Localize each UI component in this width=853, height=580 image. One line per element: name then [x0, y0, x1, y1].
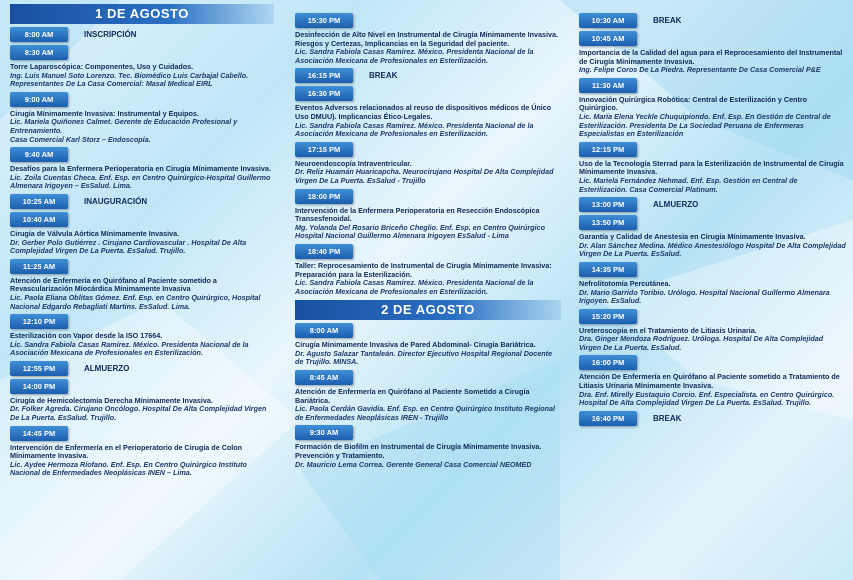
- session-entry: [579, 233, 847, 259]
- session-title: Cirugía de Válvula Aórtica Mínimamente Invasiva.: [10, 228, 180, 238]
- session-speaker: Lic. Zoila Cuentas Checa. Enf. Esp. en Centro Quirúrgico-Hospital Guillermo Almenara Irigoyen – EsSalud. Lima.: [10, 172, 271, 191]
- session-entry: [295, 207, 561, 241]
- session-title: Desinfección de Alto Nivel en Instrumental de Cirugía Mínimamente Invasiva. Riesgos y Certezas, Implicancias en la Seguridad del paciente.: [295, 30, 558, 48]
- session-speaker: Dr. Mauricio Lema Correa. Gerente General Casa Comercial NEOMED: [295, 459, 532, 469]
- banner-edge: [295, 0, 561, 10]
- session-entry: [10, 165, 274, 191]
- session-title: Taller: Reprocesamiento de Instrumental de Cirugía Mínimamente Invasiva: Preparación para la Esterilización.: [295, 260, 552, 279]
- time-badge: 8:00 AM: [295, 323, 353, 338]
- time-badge: 15:20 PM: [579, 309, 637, 324]
- session-speaker: Dr. Agusto Salazar Tantaleán. Director Ejecutivo Hospital Regional Docente de Trujillo. MINSA.: [295, 348, 553, 367]
- session-title: Nefrolitotomía Percutánea.: [579, 278, 671, 288]
- time-badge: 17:15 PM: [295, 142, 353, 157]
- session-speaker: Lic. Mariela Fernández Nehmad. Enf. Esp. Gestión en Central de Esterilización. Casa Comercial Platinum.: [579, 175, 798, 194]
- session-speaker: Ing. Felipe Coros De La Piedra. Representante De Casa Comercial P&E: [579, 65, 821, 75]
- session-label-break: BREAK: [653, 413, 682, 423]
- session-speaker: Lic. María Elena Yeckle Chuquipiondo. Enf. Esp. En Gestión de Central de Esterilización. Presidenta De La Sociedad Peruana de Enfermeras Especialistas en Esterilización: [579, 111, 831, 139]
- session-speaker: Lic. Aydee Hermoza Riofano. Enf. Esp. En Centro Quirúrgico Instituto Nacional de Enfermedades Neoplásicas INEN – Lima.: [10, 459, 247, 478]
- time-badge: 8:30 AM: [10, 45, 68, 60]
- banner-edge: [579, 0, 847, 10]
- time-badge: 8:45 AM: [295, 370, 353, 385]
- time-badge: 13:00 PM: [579, 197, 637, 212]
- session-title: Uso de la Tecnología Sterrad para la Esterilización de Instrumental de Cirugía Mínimamente Invasiva.: [579, 158, 844, 177]
- session-entry: [295, 160, 561, 186]
- session-speaker: Dr. Folker Agreda. Cirujano Oncólogo. Hospital De Alta Complejidad Virgen De La Puerta. EsSalud. Trujillo.: [10, 404, 267, 423]
- session-entry: [10, 444, 274, 478]
- session-title: Neuroendoscopía Intraventricular.: [295, 158, 412, 168]
- session-title: Atención de Enfermería en Quirófano al Paciente Sometido a Cirugía Bariátrica.: [295, 387, 530, 405]
- session-speaker: Lic. Sandra Fabiola Casas Ramírez. México. Presidenta Nacional de la Asociación Mexicana de Profesionales en Esterilización.: [10, 339, 249, 358]
- session-entry: [10, 332, 274, 358]
- session-speaker: Mg. Yolanda Del Rosario Briceño Cheglio. Enf. Esp. en Centro Quirúrgico Hospital Nacional Guillermo Almenara Irigoyen EsSalud - Lima: [295, 222, 545, 241]
- session-speaker: Lic. Sandra Fabiola Casas Ramírez. México. Presidenta Nacional de la Asociación Mexicana de Profesionales en Esterilización.: [295, 47, 534, 65]
- time-badge: 10:30 AM: [579, 13, 637, 28]
- session-speaker: Dra. Ginger Mendoza Rodríguez. Uróloga. Hospital De Alta Complejidad Virgen De La Puerta. EsSalud.: [579, 334, 824, 352]
- session-label-almuerzo: ALMUERZO: [84, 363, 130, 373]
- session-extra: Casa Comercial Karl Storz – Endoscopía.: [10, 134, 151, 144]
- time-badge: 8:00 AM: [10, 27, 68, 42]
- session-title: Importancia de la Calidad del agua para el Reprocesamiento del Instrumental de Cirugía Mínimamente Invasiva.: [579, 48, 843, 66]
- session-speaker: Lic. Sandra Fabiola Casas Ramírez. México. Presidenta Nacional de la Asociación Mexicana de Profesionales en Esterilización.: [295, 120, 534, 139]
- session-entry: [295, 388, 561, 422]
- session-title: Cirugía Mínimamente Invasiva de Pared Abdominal- Cirugía Bariátrica.: [295, 340, 536, 350]
- day-banner-1: 1 DE AGOSTO: [10, 4, 274, 24]
- session-entry: [10, 277, 274, 311]
- session-title: Formación de Biofilm en Instrumental de Cirugía Mínimamente Invasiva. Prevención y Tratamiento.: [295, 442, 542, 461]
- time-badge: 9:00 AM: [10, 92, 68, 107]
- time-badge: 12:55 PM: [10, 361, 68, 376]
- time-badge: 18:00 PM: [295, 189, 353, 204]
- session-speaker: Lic. Mariela Quiñones Calmet. Gerente de Educación Profesional y Entrenamiento.: [10, 117, 238, 135]
- day2-column: [573, 0, 853, 580]
- time-badge: 12:10 PM: [10, 314, 68, 329]
- day1-column: [0, 0, 282, 580]
- time-badge: 9:40 AM: [10, 147, 68, 162]
- session-title: Innovación Quirúrgica Robótica: Central de Esterilización y Centro Quirúrgico.: [579, 94, 808, 113]
- time-badge: 18:40 PM: [295, 244, 353, 259]
- time-badge: 15:30 PM: [295, 13, 353, 28]
- session-entry: [10, 63, 274, 89]
- time-badge: 16:00 PM: [579, 355, 637, 370]
- time-badge: 9:30 AM: [295, 425, 353, 440]
- time-badge: 14:35 PM: [579, 262, 637, 277]
- time-badge: 12:15 PM: [579, 142, 637, 157]
- session-entry: [295, 31, 561, 65]
- session-entry: [10, 110, 274, 144]
- session-entry: [10, 230, 274, 256]
- session-speaker: Dr. Mario Garrido Toribio. Urólogo. Hospital Nacional Guillermo Almenara Irigoyen. EsSalud.: [579, 287, 830, 306]
- time-badge: 10:40 AM: [10, 212, 68, 227]
- time-badge: 11:30 AM: [579, 78, 637, 93]
- session-title: Esterilización con Vapor desde la ISO 17664.: [10, 331, 163, 341]
- session-title: Cirugía de Hemicolectomía Derecha Mínimamente Invasiva.: [10, 395, 213, 405]
- time-badge: 10:45 AM: [579, 31, 637, 46]
- session-entry: [295, 443, 561, 469]
- time-badge: 14:00 PM: [10, 379, 68, 394]
- session-entry: [579, 327, 847, 353]
- session-entry: [295, 104, 561, 138]
- time-badge: 11:25 AM: [10, 259, 68, 274]
- session-speaker: Dr. Alan Sánchez Medina. Médico Anestesiólogo Hospital De Alta Complejidad Virgen De La Puerta. EsSalud.: [579, 240, 846, 259]
- session-speaker: Lic. Paola Cerdán Gavidia. Enf. Esp. en Centro Quirúrgico Instituto Regional de Enfermedades Neoplásicas IREN - Trujillo: [295, 404, 555, 422]
- session-label-break: BREAK: [653, 16, 682, 25]
- session-speaker: Dr. Reliz Huamán Huaricapcha. Neurocirujano Hospital De Alta Complejidad Virgen De La Puerta. EsSalud - Trujillo: [295, 167, 554, 185]
- time-badge: 16:15 PM: [295, 68, 353, 83]
- session-title: Desafíos para la Enfermera Perioperatoria en Cirugía Mínimamente Invasiva.: [10, 164, 271, 174]
- day1-day2-column: [289, 0, 565, 580]
- session-entry: [579, 280, 847, 306]
- session-entry: [579, 373, 847, 407]
- session-label-inscripcion: INSCRIPCIÓN: [84, 30, 137, 39]
- session-entry: [295, 341, 561, 367]
- session-title: Garantía y Calidad de Anestesia en Cirugía Mínimamente Invasiva.: [579, 232, 806, 242]
- session-entry: [579, 96, 847, 139]
- session-label-almuerzo: ALMUERZO: [653, 200, 699, 210]
- session-title: Ureteroscopía en el Tratamiento de Litiasis Urinaria.: [579, 325, 757, 335]
- session-entry: [10, 397, 274, 423]
- session-entry: [579, 160, 847, 194]
- session-speaker: Dra. Enf. Mirelly Eustaquio Corcio. Enf. Especialista. en Centro Quirúrgico. Hospital De Alta Complejidad Virgen De La Puerta. EsSalud. Trujillo.: [579, 389, 835, 408]
- session-entry: [579, 49, 847, 75]
- session-speaker: Dr. Gerber Polo Gutiérrez . Cirujano Cardiovascular . Hospital De Alta Complejidad Virgen De La Puerta. EsSalud. Trujillo.: [10, 237, 247, 256]
- session-entry: [295, 262, 561, 296]
- time-badge: 13:50 PM: [579, 215, 637, 230]
- session-title: Torre Laparoscópica: Componentes, Uso y Cuidados.: [10, 62, 194, 71]
- session-speaker: Ing. Luis Manuel Soto Lorenzo. Tec. Biomédico Luis Carbajal Cabello. Representantes De La Casa Comercial: Masal Medical EIRL: [10, 70, 249, 89]
- day-banner-2: 2 DE AGOSTO: [295, 300, 561, 320]
- session-title: Cirugía Mínimamente Invasiva: Instrumental y Equipos.: [10, 108, 199, 118]
- session-title: Intervención de Enfermería en el Perioperatorio de Cirugía de Colon Mínimamente Invasiva.: [10, 442, 243, 461]
- session-title: Eventos Adversos relacionados al reuso de dispositivos médicos de Único Uso DMUU). Implicancias Ético-Legales.: [295, 103, 552, 121]
- session-speaker: Lic. Paola Eliana Oblitas Gómez. Enf. Esp. en Centro Quirúrgico, Hospital Nacional Edgardo Rebagliati Martins. EsSalud. Lima.: [10, 292, 261, 311]
- session-title: Intervención de la Enfermera Perioperatoria en Resección Endoscópica Transesfenoidal.: [295, 205, 540, 224]
- session-label-inauguracion: INAUGURACIÓN: [84, 196, 148, 206]
- time-badge: 10:25 AM: [10, 194, 68, 209]
- time-badge: 16:30 PM: [295, 86, 353, 101]
- session-speaker: Lic. Sandra Fabiola Casas Ramírez. México. Presidenta Nacional de la Asociación Mexicana de Profesionales en Esterilización.: [295, 278, 534, 296]
- session-title: Atención De Enfermería en Quirófano al Paciente sometido a Tratamiento de Litiasis Urinaria Mínimamente Invasiva.: [579, 372, 840, 391]
- session-title: Atención de Enfermería en Quirófano al Paciente sometido a Revascularización Miocárdica Mínimamente Invasiva: [10, 275, 217, 294]
- time-badge: 16:40 PM: [579, 411, 637, 426]
- time-badge: 14:45 PM: [10, 426, 68, 441]
- session-label-break: BREAK: [369, 71, 398, 81]
